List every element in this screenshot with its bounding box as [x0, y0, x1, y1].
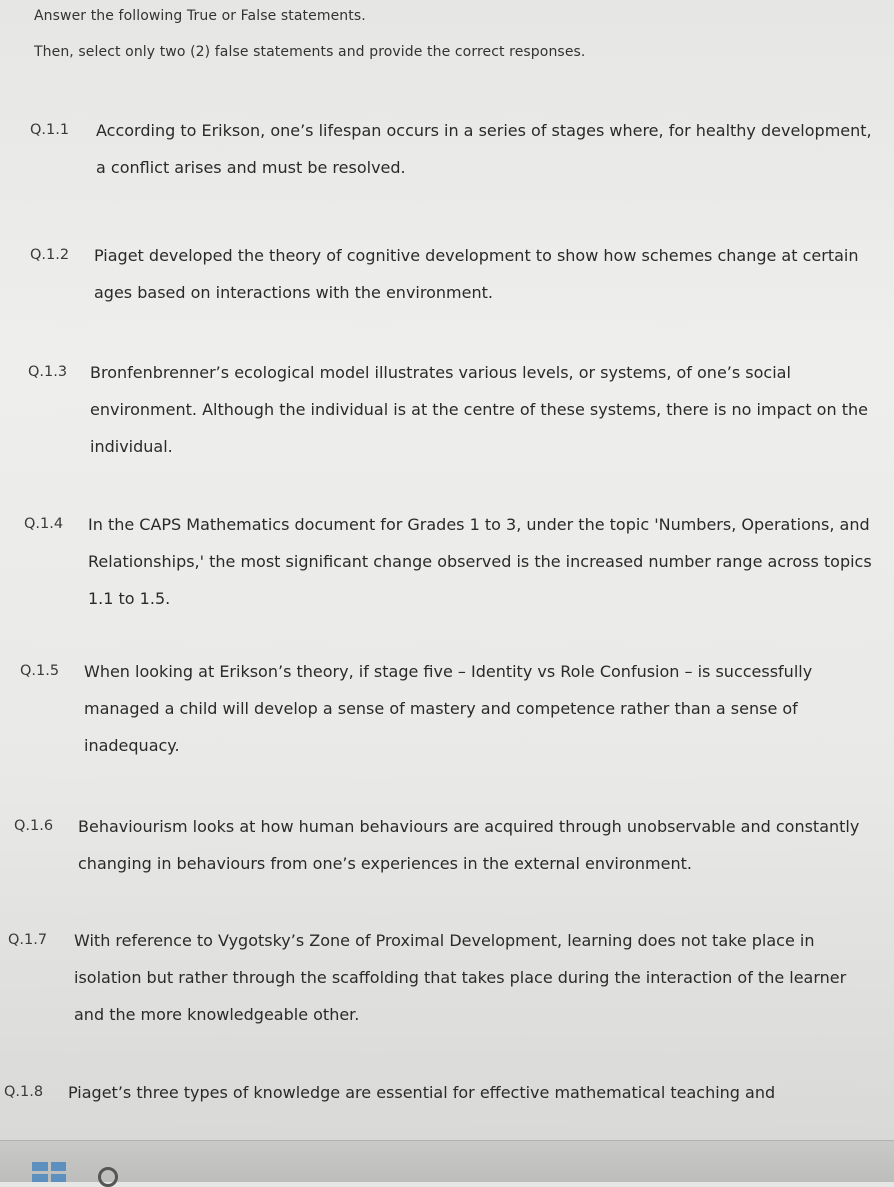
question-text: Piaget’s three types of knowledge are essential for effective mathematical teaching and	[68, 1083, 776, 1102]
question-text: With reference to Vygotsky’s Zone of Proximal Development, learning does not take place in isolation but rather through the scaffolding that takes place during the interaction of the learner and the more knowledgeable other.	[74, 931, 847, 1024]
question-text: Behaviourism looks at how human behaviours are acquired through unobservable and constantly changing in behaviours from one’s experiences in the external environment.	[78, 817, 860, 873]
question-number: Q.1.1	[30, 122, 70, 138]
question-number: Q.1.4	[24, 516, 64, 532]
question-number: Q.1.8	[4, 1084, 44, 1100]
question-text: Piaget developed the theory of cognitive development to show how schemes change at certain ages based on interactions with the environment.	[94, 246, 859, 302]
search-icon[interactable]	[98, 1167, 118, 1187]
question-text: In the CAPS Mathematics document for Grades 1 to 3, under the topic 'Numbers, Operations, and Relationships,' the most significant change observed is the increased number range across topics 1.1 to 1.5.	[88, 515, 872, 608]
question-text: According to Erikson, one’s lifespan occurs in a series of stages where, for healthy development, a conflict arises and must be resolved.	[96, 121, 872, 177]
instruction-line: Then, select only two (2) false statements and provide the correct responses.	[34, 44, 586, 60]
question-number: Q.1.3	[28, 364, 68, 380]
question-number: Q.1.5	[20, 663, 60, 679]
question-text: When looking at Erikson’s theory, if stage five – Identity vs Role Confusion – is successfully managed a child will develop a sense of mastery and competence rather than a sense of inadequacy.	[84, 662, 813, 755]
question-number: Q.1.6	[14, 818, 54, 834]
question-number: Q.1.2	[30, 247, 70, 263]
question-text: Bronfenbrenner’s ecological model illustrates various levels, or systems, of one’s social environment. Although the individual is at the centre of these systems, there is no impact on the individual.	[90, 363, 868, 456]
windows-start-icon[interactable]	[32, 1162, 66, 1182]
taskbar	[0, 1140, 894, 1182]
instruction-line: Answer the following True or False statements.	[34, 8, 366, 24]
question-number: Q.1.7	[8, 932, 48, 948]
